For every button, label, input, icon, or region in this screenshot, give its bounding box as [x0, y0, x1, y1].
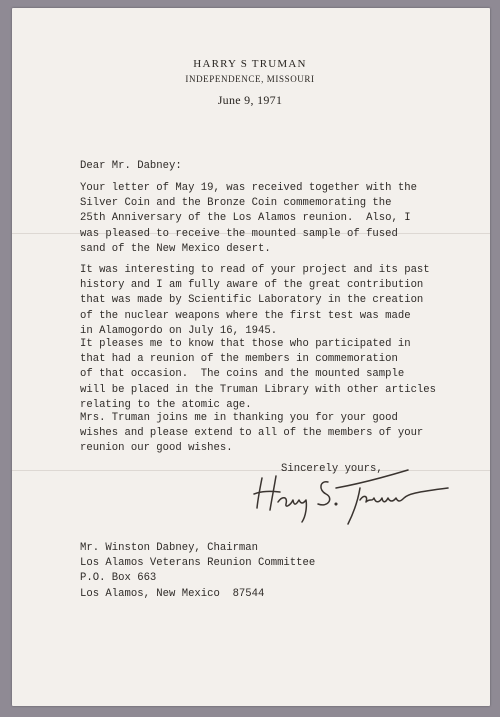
handwritten-signature [248, 458, 480, 528]
paragraph-3: It pleases me to know that those who participated in that had a reunion of the members in commemoration of that occasion. The coins and the mounted sample will be placed in the Truman Library with other articles relating to the atomic age. [80, 338, 437, 411]
paragraph-1: Your letter of May 19, was received together with the Silver Coin and the Bronze Coin commemorating the 25th Anniversary of the Los Alamos reunion. Also, I was pleased to receive the mounted sample of fused sand of the New Mexico desert. [80, 182, 417, 255]
paragraph-4: Mrs. Truman joins me in thanking you for your good wishes and please extend to all of the members of your reunion our good wishes. [80, 412, 424, 455]
paragraph-2: It was interesting to read of your project and its past history and I am fully aware of the great contribution that was made by Scientific Laboratory in the creation of the nuclear weapons where the first test was made in Alamogordo on July 16, 1945. [80, 264, 430, 337]
letterhead-place: INDEPENDENCE, MISSOURI [185, 74, 315, 84]
salutation: Dear Mr. Dabney: [80, 160, 182, 172]
letterhead-name: HARRY S TRUMAN [193, 58, 307, 70]
closing: Sincerely yours, [281, 463, 383, 475]
letter-date: June 9, 1971 [217, 93, 283, 107]
recipient-address: Mr. Winston Dabney, Chairman Los Alamos Veterans Reunion Committee P.O. Box 663 Los Alamos, New Mexico 87544 [80, 542, 316, 600]
